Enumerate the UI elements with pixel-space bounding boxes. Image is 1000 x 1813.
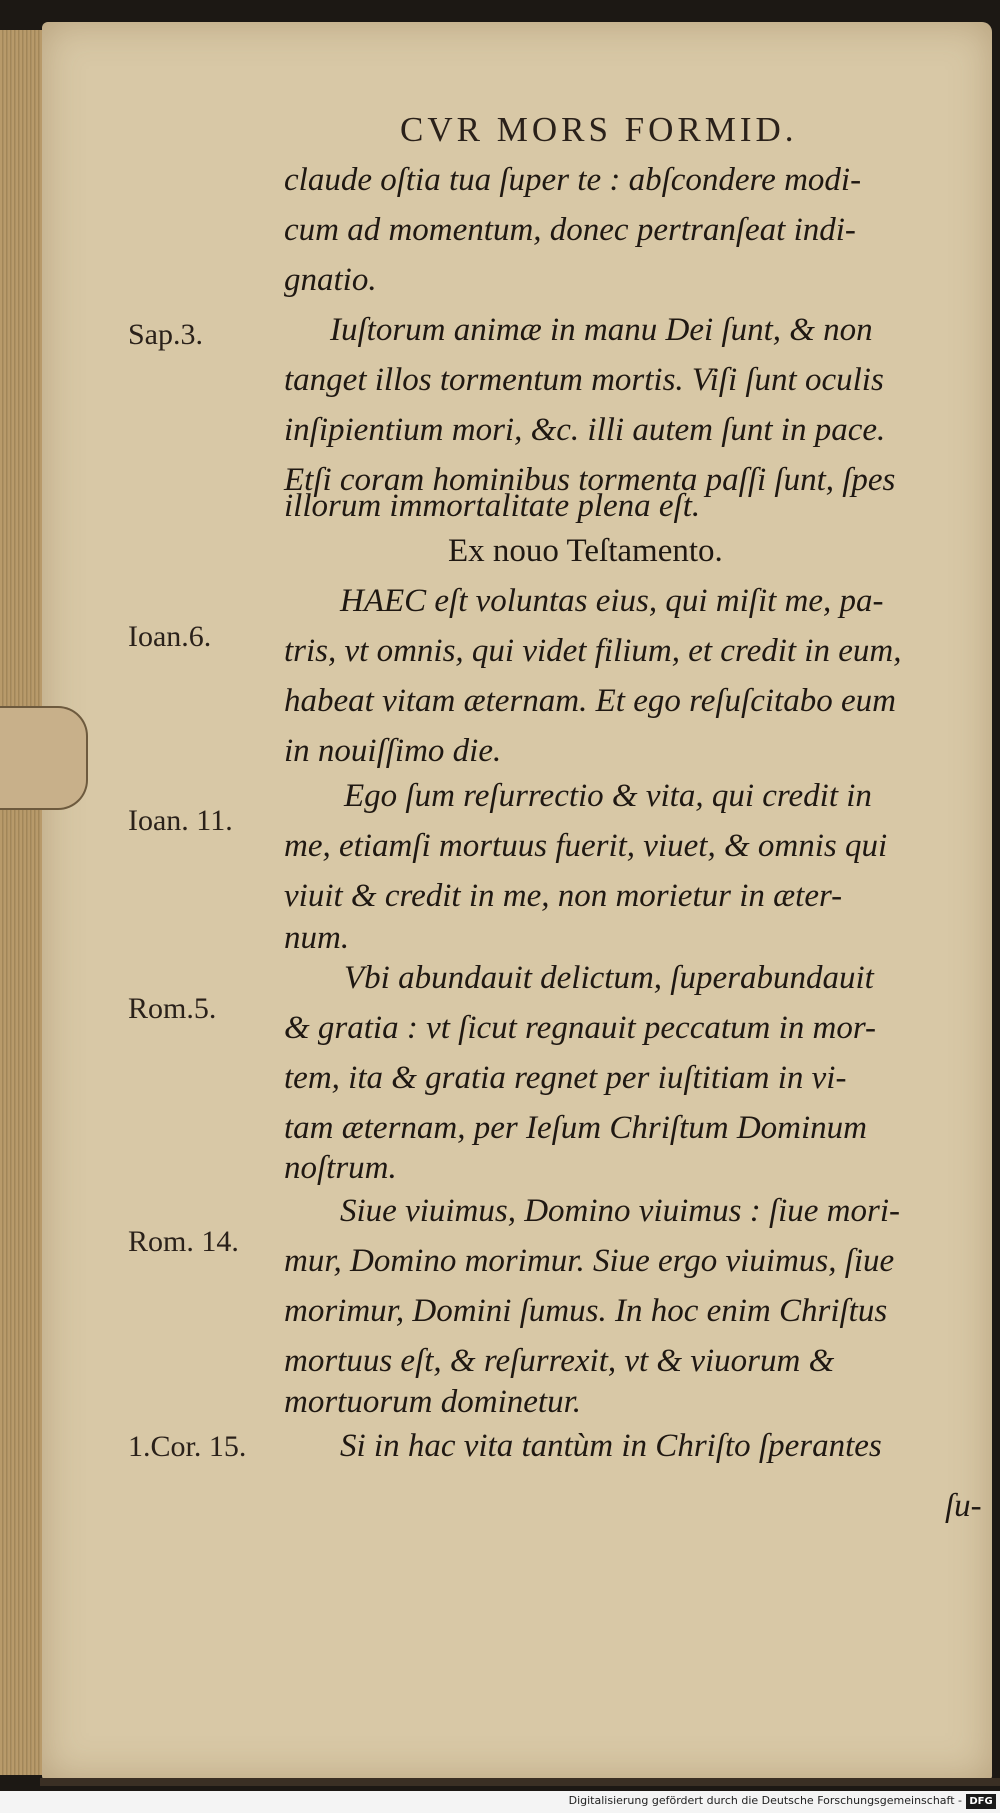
text-line: cum ad momentum, donec pertranſeat indi- [284,212,856,248]
text-line: & gratia : vt ſicut regnauit peccatum in mor- [284,1010,877,1046]
running-header: CVR MORS FORMID. [400,110,798,149]
text-line: in nouiſſimo die. [284,733,502,769]
section-heading: Ex nouo Teſtamento. [448,533,723,569]
text-line: noſtrum. [284,1150,397,1186]
text-line: mur, Domino morimur. Siue ergo viuimus, ſiue [284,1243,895,1279]
text-line: mortuus eſt, & reſurrexit, vt & viuorum & [284,1343,835,1379]
text-line: num. [284,920,350,956]
text-line: tanget illos tormentum mortis. Viſi ſunt oculis [284,362,884,398]
text-line: Si in hac vita tantùm in Chriſto ſperantes [340,1428,882,1464]
text-line: Ego ſum reſurrectio & vita, qui credit in [344,778,872,814]
text-line: Iuſtorum animæ in manu Dei ſunt, & non [330,312,873,348]
text-line: gnatio. [284,262,377,298]
text-line: Vbi abundauit delictum, ſuperabundauit [344,960,874,996]
digitization-footer [0,1791,1000,1813]
text-line: tam æternam, per Ieſum Chriſtum Dominum [284,1110,867,1146]
text-line: HAEC eſt voluntas eius, qui miſit me, pa- [340,583,884,619]
text-line: habeat vitam æternam. Et ego reſuſcitabo eum [284,683,896,719]
text-line: Etſi coram hominibus tormenta paſſi ſunt, ſpes [284,462,896,498]
bookmark-tab [0,706,88,810]
text-line: claude oſtia tua ſuper te : abſcondere modi- [284,162,862,198]
text-line: viuit & credit in me, non morietur in æter- [284,878,843,914]
margin-reference: Rom.5. [128,992,217,1025]
margin-reference: Sap.3. [128,318,203,351]
margin-reference: Ioan.6. [128,620,212,653]
text-line: morimur, Domini ſumus. In hoc enim Chriſtus [284,1293,888,1329]
text-line: tem, ita & gratia regnet per iuſtitiam in vi- [284,1060,847,1096]
margin-reference: 1.Cor. 15. [128,1430,247,1463]
dfg-logo: DFG [966,1794,996,1809]
margin-reference: Ioan. 11. [128,804,233,837]
text-line: illorum immortalitate plena eſt. [284,488,701,524]
text-line: mortuorum dominetur. [284,1384,582,1420]
book-fore-edge [0,30,44,1775]
margin-reference: Rom. 14. [128,1225,239,1258]
text-line: Siue viuimus, Domino viuimus : ſiue mori- [340,1193,901,1229]
text-line: inſipientium mori, &c. illi autem ſunt in pace. [284,412,886,448]
text-line: me, etiamſi mortuus fuerit, viuet, & omnis qui [284,828,888,864]
funding-credit: Digitalisierung gefördert durch die Deutsche Forschungsgemeinschaft - [568,1794,962,1807]
catchword: ſu- [945,1488,982,1524]
page-bottom-edge [40,1778,1000,1786]
text-line: tris, vt omnis, qui videt filium, et credit in eum, [284,633,902,669]
